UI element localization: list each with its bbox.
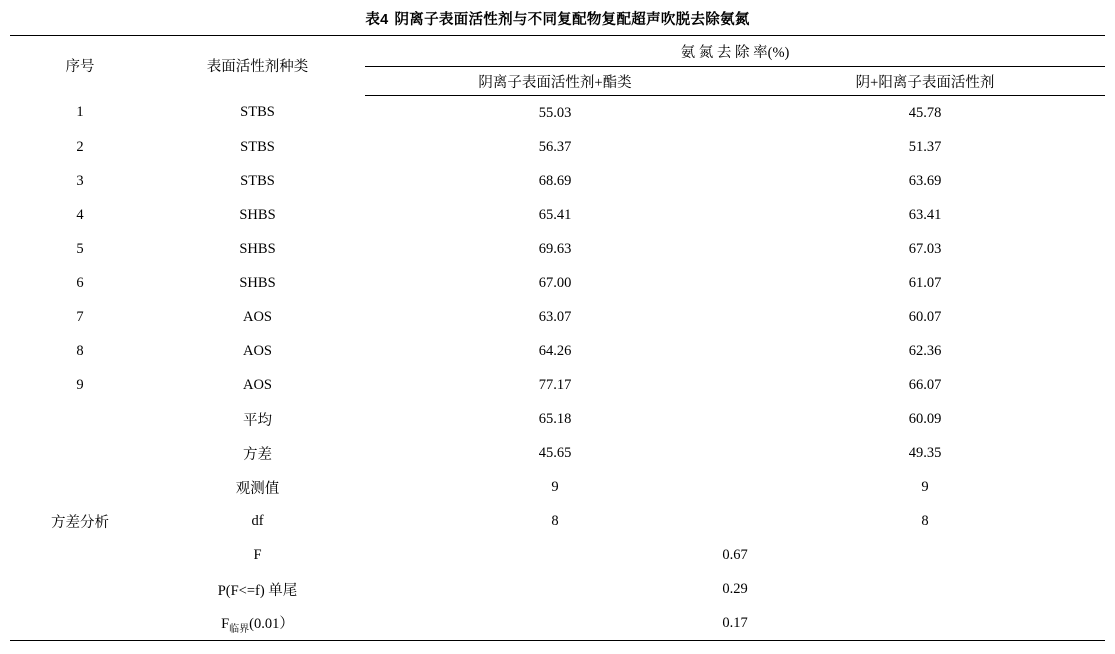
- table-row: [10, 572, 1105, 606]
- cell-kind-subscript: 临界: [229, 623, 250, 635]
- cell-value-a: 45.65: [538, 444, 572, 461]
- cell-value-b: 51.37: [908, 138, 942, 155]
- cell-no: 9: [76, 376, 84, 393]
- header-group-removal-rate: 氨 氮 去 除 率(%): [365, 36, 1105, 67]
- cell-value-a: 8: [551, 512, 559, 529]
- cell-kind: STBS: [240, 172, 275, 189]
- cell-value-a: 65.41: [538, 206, 572, 223]
- cell-value-b: 67.03: [908, 240, 942, 257]
- cell-value-a: 68.69: [538, 172, 572, 189]
- cell-no: [10, 470, 150, 504]
- cell-value-b: 9: [921, 478, 929, 495]
- cell-anova-label: 方差分析: [51, 514, 109, 531]
- cell-kind: [150, 606, 365, 641]
- table-row: [10, 470, 1105, 504]
- table-caption: [10, 8, 1105, 29]
- cell-kind: STBS: [240, 138, 275, 155]
- header-sub-anionic-cationic: 阴+阳离子表面活性剂: [745, 67, 1105, 96]
- cell-kind: AOS: [242, 342, 272, 359]
- cell-value-a: 64.26: [538, 342, 572, 359]
- cell-no: 3: [76, 172, 84, 189]
- table-row: [10, 96, 1105, 131]
- cell-no: 6: [76, 274, 84, 291]
- cell-value-b: 8: [921, 512, 929, 529]
- table-row: [10, 402, 1105, 436]
- table-row: [10, 504, 1105, 538]
- cell-kind: STBS: [240, 104, 275, 121]
- cell-kind: AOS: [242, 376, 272, 393]
- cell-kind: AOS: [242, 308, 272, 325]
- cell-value-b: 45.78: [908, 104, 942, 121]
- header-col-no: 序号: [10, 36, 150, 96]
- cell-value-b: 61.07: [908, 274, 942, 291]
- cell-kind: SHBS: [239, 274, 276, 291]
- table-row: [10, 606, 1105, 641]
- cell-value-a: 77.17: [538, 376, 572, 393]
- table-row: [10, 266, 1105, 300]
- table-caption-title: 阴离子表面活性剂与不同复配物复配超声吹脱去除氨氮: [394, 12, 750, 28]
- header-sub-anionic-ester: 阴离子表面活性剂+酯类: [365, 67, 745, 96]
- cell-value-a: 9: [551, 478, 559, 495]
- cell-no: [10, 572, 150, 606]
- cell-value-a: 69.63: [538, 240, 572, 257]
- cell-value-merged: 0.17: [365, 606, 1105, 641]
- cell-no: [10, 436, 150, 470]
- cell-value-a: 67.00: [538, 274, 572, 291]
- cell-kind: P(F<=f) 单尾: [217, 582, 298, 599]
- header-col-kind: 表面活性剂种类: [150, 36, 365, 96]
- table-row: [10, 436, 1105, 470]
- cell-value-b: 63.41: [908, 206, 942, 223]
- cell-kind: 观测值: [235, 480, 280, 497]
- cell-kind: SHBS: [239, 206, 276, 223]
- cell-kind: 方差: [243, 446, 272, 463]
- table-row: [10, 538, 1105, 572]
- cell-no: 2: [76, 138, 84, 155]
- cell-no: [10, 402, 150, 436]
- table-row: [10, 368, 1105, 402]
- table-row: [10, 198, 1105, 232]
- cell-value-b: 63.69: [908, 172, 942, 189]
- table-row: [10, 232, 1105, 266]
- cell-kind: F: [253, 546, 262, 563]
- cell-no: [10, 606, 150, 641]
- cell-kind-suffix: (0.01）: [249, 615, 294, 632]
- cell-kind: df: [251, 512, 264, 529]
- table-header-row-group: [10, 36, 1105, 67]
- table-caption-number: 表4: [365, 12, 389, 28]
- cell-no: 8: [76, 342, 84, 359]
- cell-value-b: 62.36: [908, 342, 942, 359]
- cell-value-a: 63.07: [538, 308, 572, 325]
- cell-value-merged: 0.67: [722, 546, 748, 563]
- cell-value-b: 66.07: [908, 376, 942, 393]
- cell-value-merged: 0.29: [722, 580, 748, 597]
- table-row: [10, 130, 1105, 164]
- cell-value-a: 55.03: [538, 104, 572, 121]
- cell-value-b: 60.07: [908, 308, 942, 325]
- cell-value-b: 49.35: [908, 444, 942, 461]
- cell-value-a: 56.37: [538, 138, 572, 155]
- cell-kind: SHBS: [239, 240, 276, 257]
- table-row: [10, 300, 1105, 334]
- table-row: [10, 334, 1105, 368]
- cell-no: 5: [76, 240, 84, 257]
- table-row: [10, 164, 1105, 198]
- cell-kind-prefix: F: [221, 615, 230, 632]
- cell-no: 4: [76, 206, 84, 223]
- cell-no: [10, 538, 150, 572]
- cell-value-b: 60.09: [908, 410, 942, 427]
- cell-no: 1: [76, 104, 84, 121]
- data-table: [10, 35, 1105, 641]
- cell-kind: 平均: [243, 412, 272, 429]
- cell-no: 7: [76, 308, 84, 325]
- cell-value-a: 65.18: [538, 410, 572, 427]
